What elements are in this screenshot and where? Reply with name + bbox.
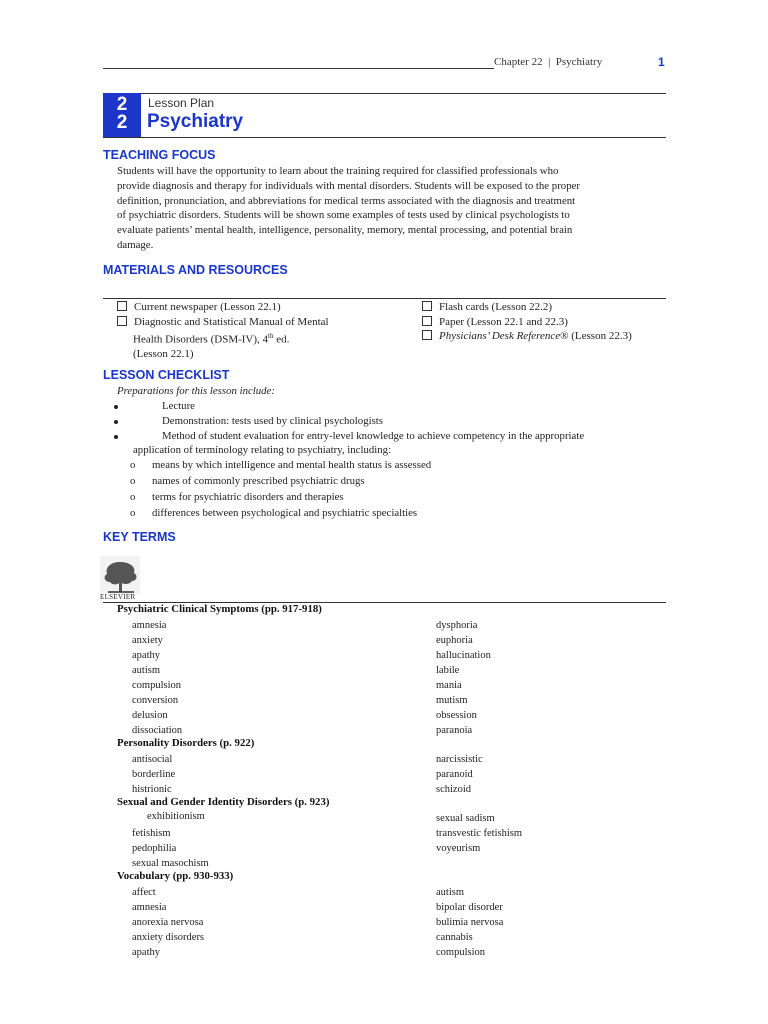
header-rule (103, 68, 494, 69)
sub-bullet-icon: o (130, 507, 136, 519)
checkbox-icon (117, 301, 127, 311)
bullet-icon (114, 420, 118, 424)
teaching-focus-line: evaluate patients’ mental health, intelligence, personality, memory, mental processing, and potential brain (117, 224, 573, 237)
term-item: cannabis (436, 932, 473, 943)
teaching-focus-line: provide diagnosis and therapy for individuals with mental disorders. Students will be exposed to the proper (117, 179, 580, 192)
title-top-rule (103, 93, 666, 94)
checkbox-icon (422, 316, 432, 326)
term-item: pedophilia (132, 843, 177, 854)
tree-icon (100, 556, 140, 594)
chapter-digit-top: 2 (116, 94, 128, 115)
sub-bullet-icon: o (130, 491, 136, 503)
material-item: Diagnostic and Statistical Manual of Mental (117, 315, 417, 330)
material-item: Flash cards (Lesson 22.2) (422, 300, 672, 315)
material-item: Physicians’ Desk Reference® (Lesson 22.3) (422, 329, 672, 344)
material-item: Paper (Lesson 22.1 and 22.3) (422, 315, 672, 330)
term-item: affect (132, 887, 156, 898)
term-column-right (436, 811, 522, 856)
term-item: euphoria (436, 635, 473, 646)
term-item: narcissistic (436, 754, 483, 765)
key-terms-heading: KEY TERMS (103, 530, 176, 544)
term-item: dysphoria (436, 620, 478, 631)
term-category-title: Personality Disorders (p. 922) (117, 737, 255, 749)
term-item: apathy (132, 650, 160, 661)
bullet-icon (114, 405, 118, 409)
materials-left-column (117, 300, 417, 362)
checklist-sub-item: terms for psychiatric disorders and therapies (152, 491, 344, 503)
checkbox-icon (117, 316, 127, 326)
term-item: dissociation (132, 725, 183, 736)
running-header: Chapter 22 | Psychiatry (494, 56, 603, 68)
chapter-number-box (103, 93, 141, 138)
term-column-left (132, 826, 209, 871)
teaching-focus-line: damage. (117, 238, 154, 251)
material-item: Current newspaper (Lesson 22.1) (117, 300, 417, 315)
term-item: conversion (132, 695, 179, 706)
checkbox-icon (422, 330, 432, 340)
term-item: voyeurism (436, 843, 481, 854)
teaching-focus-line: definition, pronunciation, and abbreviations for medical terms associated with the diagnosis and treatment (117, 194, 576, 207)
term-category-title: Sexual and Gender Identity Disorders (p. 923) (117, 796, 330, 808)
page-title: Psychiatry (147, 111, 244, 132)
term-item: fetishism (132, 828, 171, 839)
bullet-icon (114, 435, 118, 439)
material-item-cont: Health Disorders (DSM-IV), 4th ed. (133, 332, 290, 346)
checklist-intro: Preparations for this lesson include: (117, 385, 275, 397)
teaching-focus-line: of psychiatric disorders. Students will be shown some examples of tests used by clinical psychologists to (117, 209, 570, 222)
term-item: transvestic fetishism (436, 828, 523, 839)
term-item: antisocial (132, 754, 173, 765)
term-item: anxiety (132, 635, 163, 646)
checkbox-icon (422, 301, 432, 311)
checklist-sub-item: means by which intelligence and mental health status is assessed (152, 459, 432, 471)
materials-rule (103, 298, 666, 299)
term-item: bipolar disorder (436, 902, 503, 913)
checklist-bullet-cont: application of terminology relating to psychiatry, including: (133, 444, 392, 456)
term-item: mania (436, 680, 462, 691)
term-item: amnesia (132, 620, 167, 631)
term-item: hallucination (436, 650, 491, 661)
term-item: mutism (436, 695, 468, 706)
term-category-title: Vocabulary (pp. 930-933) (117, 870, 234, 882)
term-item: apathy (132, 947, 160, 958)
material-item-cont: (Lesson 22.1) (133, 348, 194, 361)
checklist-sub-item: names of commonly prescribed psychiatric drugs (152, 475, 365, 487)
materials-heading: MATERIALS AND RESOURCES (103, 263, 288, 277)
term-item: obsession (436, 710, 477, 721)
term-item: paranoia (436, 725, 473, 736)
term-item: anxiety disorders (132, 932, 205, 943)
chapter-digit-bottom: 2 (116, 112, 128, 133)
term-item: labile (436, 665, 460, 676)
term-item: schizoid (436, 784, 471, 795)
term-item: paranoid (436, 769, 473, 780)
term-item: sexual sadism (436, 813, 495, 824)
term-item: borderline (132, 769, 176, 780)
teaching-focus-line: Students will have the opportunity to learn about the training required for classified professionals who (117, 165, 559, 177)
checklist-sub-item: differences between psychological and psychiatric specialties (152, 507, 418, 519)
lesson-plan-label: Lesson Plan (148, 96, 215, 110)
term-column-left (132, 618, 182, 738)
term-item: compulsion (436, 947, 485, 958)
logo-text: ELSEVIER (100, 593, 136, 601)
term-item: exhibitionism (147, 811, 205, 822)
term-item: autism (436, 887, 464, 898)
term-column-right (436, 618, 491, 738)
term-item: sexual masochism (132, 858, 209, 869)
teaching-focus-heading: TEACHING FOCUS (103, 148, 216, 162)
term-item: amnesia (132, 902, 167, 913)
term-item: anorexia nervosa (132, 917, 204, 928)
checklist-heading: LESSON CHECKLIST (103, 368, 230, 382)
title-bottom-rule (103, 137, 666, 138)
term-item: histrionic (132, 784, 172, 795)
checklist-bullet: Method of student evaluation for entry-level knowledge to achieve competency in the appropriate (162, 430, 585, 442)
term-column-right (436, 752, 483, 797)
page-number: 1 (658, 55, 665, 69)
sub-bullet-icon: o (130, 459, 136, 471)
term-item: compulsion (132, 680, 181, 691)
sub-bullet-icon: o (130, 475, 136, 487)
teaching-focus-text (117, 164, 657, 253)
term-item: delusion (132, 710, 168, 721)
term-item: bulimia nervosa (436, 917, 504, 928)
elsevier-logo (100, 556, 140, 602)
materials-right-column (422, 300, 672, 344)
term-category-title: Psychiatric Clinical Symptoms (pp. 917-918) (117, 603, 322, 615)
term-column-left (132, 752, 175, 797)
checklist-bullet: Lecture (162, 400, 195, 412)
checklist-bullet: Demonstration: tests used by clinical psychologists (162, 415, 384, 427)
term-column-left (132, 885, 204, 960)
term-column-right (436, 885, 503, 960)
term-item: autism (132, 665, 160, 676)
